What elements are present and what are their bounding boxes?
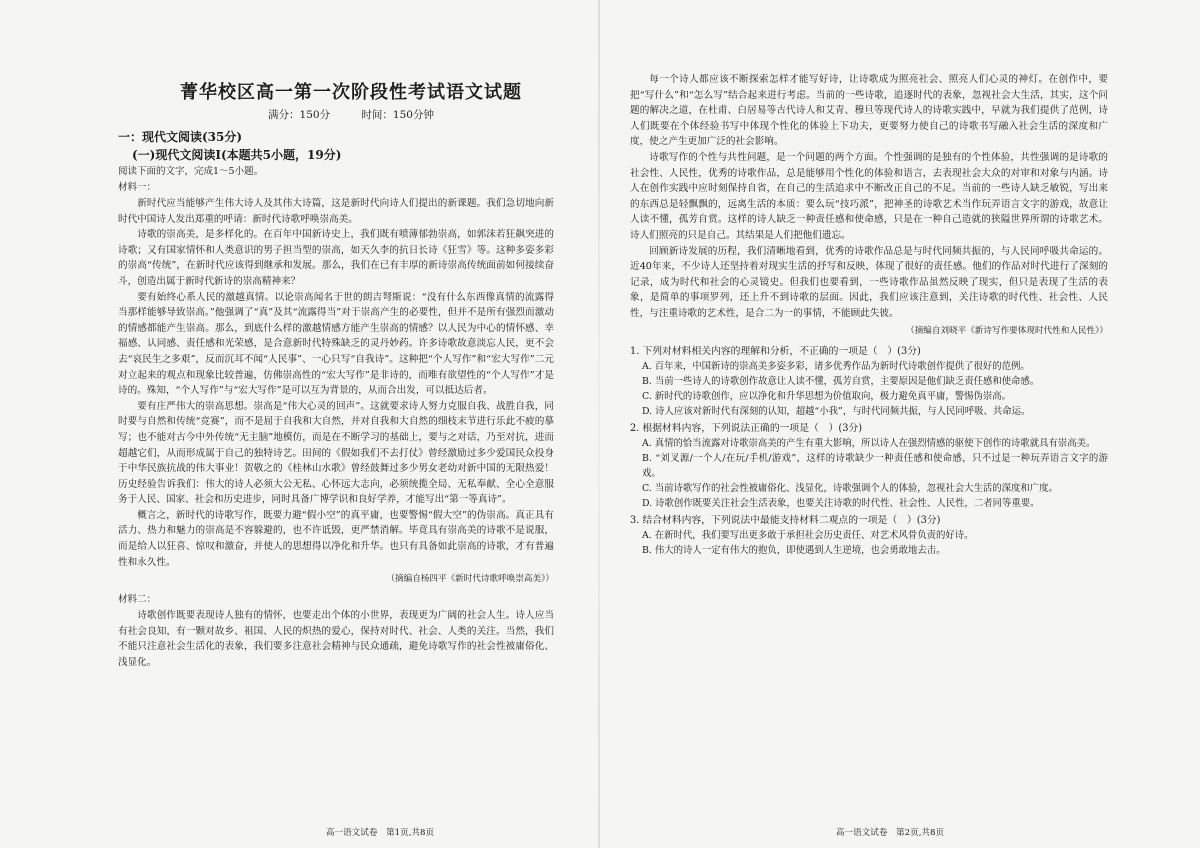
paragraph: 回顾新诗发展的历程，我们清晰地看到，优秀的诗歌作品总是与时代同频共振的，与人民同呼吸共命运的。近40年来，不少诗人还坚持着对现实生活的抒写和反映，体现了很好的责任感。他们的作品对时代进行了深刻的记录，成为时代和社会的心灵镜史。但我们也要看到，一些诗歌作品虽然反映了现实，但只是表现了生活的表象，是简单的事项罗列，还上升不到诗歌的层面。因此，我们应该注意到，关注诗歌的时代性、社会性、人民性，与注重诗歌的艺术性，是合二为一的事情，不能顾此失彼。	[630, 245, 1108, 319]
option: D. 诗人应该对新时代有深刻的认知，超越“小我”，与时代同频共振，与人民同呼吸、共命运。	[642, 405, 1031, 417]
question-2: 2. 根据材料内容，下列说法正确的一项是（ ）(3分)	[630, 422, 863, 434]
question-1: 1. 下列对材料相关内容的理解和分析，不正确的一项是（ ）(3分)	[630, 345, 921, 357]
option: B. 伟大的诗人一定有伟大的抱负，即使遇到人生逆境，也会勇敢地去击。	[642, 544, 946, 556]
subsection-heading: (一)现代文阅读Ⅰ(本题共5小题，19分)	[132, 148, 342, 162]
option: B. “刘叉源/一个人/在玩/手机/游戏”，这样的诗歌缺少一种责任感和使命感，只不过是一种玩弄语言文字的游戏。	[642, 452, 1108, 479]
option: A. 在新时代，我们要写出更多敢于承担社会历史责任、对艺术风骨负责的好诗。	[642, 529, 974, 541]
full-score: 满分：150分	[268, 109, 331, 121]
material-two-label: 材料二：	[118, 594, 157, 606]
paragraph: 要有始终心系人民的激越真情。以论崇高闻名于世的朗吉弩斯说：“没有什么东西像真情的流露得当那样能够导致崇高。”他强调了“真”及其“流露得当”对于崇高产生的必要性，但并不是所有强烈而激动的情感都能产生崇高。那么，到底什么样的激越情感方能产生崇高的情感？以人民为中心的情怀感、幸福感、认同感、责任感和光荣感，是合意新时代特殊缺乏的灵丹妙药。许多诗歌故意淡忘人民，更不会去“哀民生之多艰”，反而沉耳不闻“人民事”、一心只写“自我诗”。这种把“个人写作”和“宏大写作”二元对立起来的观点和现象比较普遍，仿佛崇高性的“宏大写作”是非诗的，而唯有欲望性的“个人写作”才是诗的。殊知，“个人写作”与“宏大写作”是可以互为背景的，从而合出发，可以抵达后者。	[118, 291, 554, 397]
page-footer: 高一语文试卷 第2页,共8页	[835, 828, 945, 838]
question-3: 3. 结合材料内容，下列说法中最能支持材料二观点的一项是（ ）(3分)	[630, 514, 941, 526]
option: C. 新时代的诗歌创作，应以净化和升华思想为价值取向，极力避免真平庸，警惕伪崇高。	[642, 390, 1012, 402]
exam-meta	[118, 107, 554, 122]
option: A. 真情的恰当流露对诗歌崇高美的产生有重大影响，所以诗人在强烈情感的驱使下创作的诗歌就具有崇高美。	[642, 437, 1096, 449]
exam-time: 时间：150分钟	[361, 109, 434, 121]
paragraph: 诗歌的崇高美，是多样化的。在百年中国新诗史上，我们既有喷薄郁勃崇高，如郭沫若狂飙突进的诗歌；又有国家情怀和人类意识的男子担当型的崇高，如天久李的抗日长诗《狂雪》等。这种多姿多彩的崇高“传统”，在新时代应该得到继承和发展。那么，我们在已有丰厚的新诗崇高传统面前如何接续奋斗，创造出属于新时代新诗的崇高精神来？	[118, 229, 554, 287]
paragraph: 诗歌创作既要表现诗人独有的情怀，也要走出个体的小世界，表现更为广阔的社会人生。诗人应当有社会良知，有一颗对故乡、祖国、人民的炽热的爱心，保持对时代、社会、人类的关注。当然，我们不能只注意社会生活化的表象，我们要多注意社会精神与民众通疏，避免诗歌写作的社会性被庸俗化、浅显化。	[118, 610, 554, 669]
paragraph: 每一个诗人都应该不断探索怎样才能写好诗，让诗歌成为照亮社会、照亮人们心灵的神灯。在创作中，要把“写什么”和“怎么写”结合起来进行考虑。当前的一些诗歌，追逐时代的表象，忽视社会大生活，其实，这个问题的解决之道，在杜甫、白居易等古代诗人和艾青、穆旦等现代诗人的诗歌实践中，早就为我们提供了范例，诗人们既要在个体经验书写中体现个性化的体验上下功夫，更要努力使自己的诗歌书写融入社会生活的深度和广度，使之产生更加广泛的社会影响。	[630, 74, 1108, 148]
source-citation: （摘编自杨四平《新时代诗歌呼唤崇高美》）	[386, 574, 554, 585]
option: D. 诗歌创作既要关注社会生活表象，也要关注诗歌的时代性、社会性、人民性，二者同等重要。	[642, 497, 1040, 509]
page-footer: 高一语文试卷 第1页,共8页	[325, 828, 435, 838]
source-citation: （摘编自刘晓平《新诗写作要体现时代性和人民性》）	[906, 325, 1108, 336]
section-heading: 一：现代文阅读(35分)	[118, 130, 243, 144]
paragraph: 新时代应当能够产生伟大诗人及其伟大诗篇，这是新时代向诗人们提出的新课题。我们急切地向新时代中国诗人发出郑重的呼请：新时代诗歌呼唤崇高美。	[118, 198, 554, 225]
material-one-label: 材料一：	[118, 182, 157, 193]
exam-title: 菁华校区高一第一次阶段性考试语文试题	[180, 82, 522, 103]
paragraph: 诗歌写作的个性与共性问题，是一个问题的两个方面。个性强调的是独有的个性体验，共性强调的是诗歌的社会性、人民性，优秀的诗歌作品，总是能够用个性化的体验和语言，去表现社会大众的对审和对象与内涵。诗人在创作实践中应时刻保持自省，在自己的生活追求中不断改正自己的不足。当前的一些诗人缺乏敏锐，写出来的东西总是轻飘飘的，远离生活的本质：要么玩“技巧派”，把神圣的诗歌艺术当作玩弄语言文字的游戏，故意让人读不懂，孤芳自赏。这样的诗人缺乏一种责任感和使命感，只是在一种自己造就的狭隘世界所谓的诗歌艺术。诗人们照亮的只是自己。其结果是人们把他们遗忘。	[630, 151, 1108, 241]
instruction: 阅读下面的文字，完成1～5小题。	[118, 166, 264, 177]
option: A. 百年来，中国新诗的崇高美多姿多彩，诸多优秀作品为新时代诗歌创作提供了很好的范例。	[642, 360, 1030, 372]
paragraph: 要有庄严伟大的崇高思想。崇高是“伟大心灵的回声”。这就要求诗人努力克服自我、战胜自我，同时要与自然和传统“竞赛”，而不是屈于自我和大自然，并对自我和大自然的细枝末节进行乐此不疲的摹写；也不能对古今中外传统“无主脑”地模仿，而是在不断学习的基础上，要与之对话，乃至对抗，进而超越它们，从而形成属于自己的独特诗艺。田间的《假如我们不去打仗》曾经激励过多少爱国民众投身于中华民族抗战的伟大事业！贺敬之的《桂林山水歌》曾经鼓舞过多少男女老幼对新中国的无限热爱！历史经验告诉我们：伟大的诗人必须大公无私、心怀远大志向，必须统揽全局、无私奉献、全心全意服务于人民、国家、社会和历史进步，同时具备广博学识和良好学养，才能写出“第一等真诗”。	[118, 400, 554, 506]
page-right	[600, 0, 1200, 848]
paragraph: 概言之，新时代的诗歌写作，既要力避“假小空”的真平庸，也要警惕“假大空”的伪崇高。真正具有活力、热力和魅力的崇高是不容躲避的，也不许诋毁，更严禁消解。毕竟具有崇高美的诗歌不是说服，而是给人以狂喜、惊叹和激奋，并使人的思想得以净化和升华。也只有具备如此崇高的诗歌，才有普遍性和永久性。	[118, 509, 554, 568]
option: B. 当前一些诗人的诗歌创作故意让人读不懂，孤芳自赏，主要原因是他们缺乏责任感和使命感。	[642, 375, 1040, 387]
option: C. 当前诗歌写作的社会性被庸俗化、浅显化，诗歌强调个人的体验，忽视社会大生活的深度和广度。	[642, 482, 1058, 494]
